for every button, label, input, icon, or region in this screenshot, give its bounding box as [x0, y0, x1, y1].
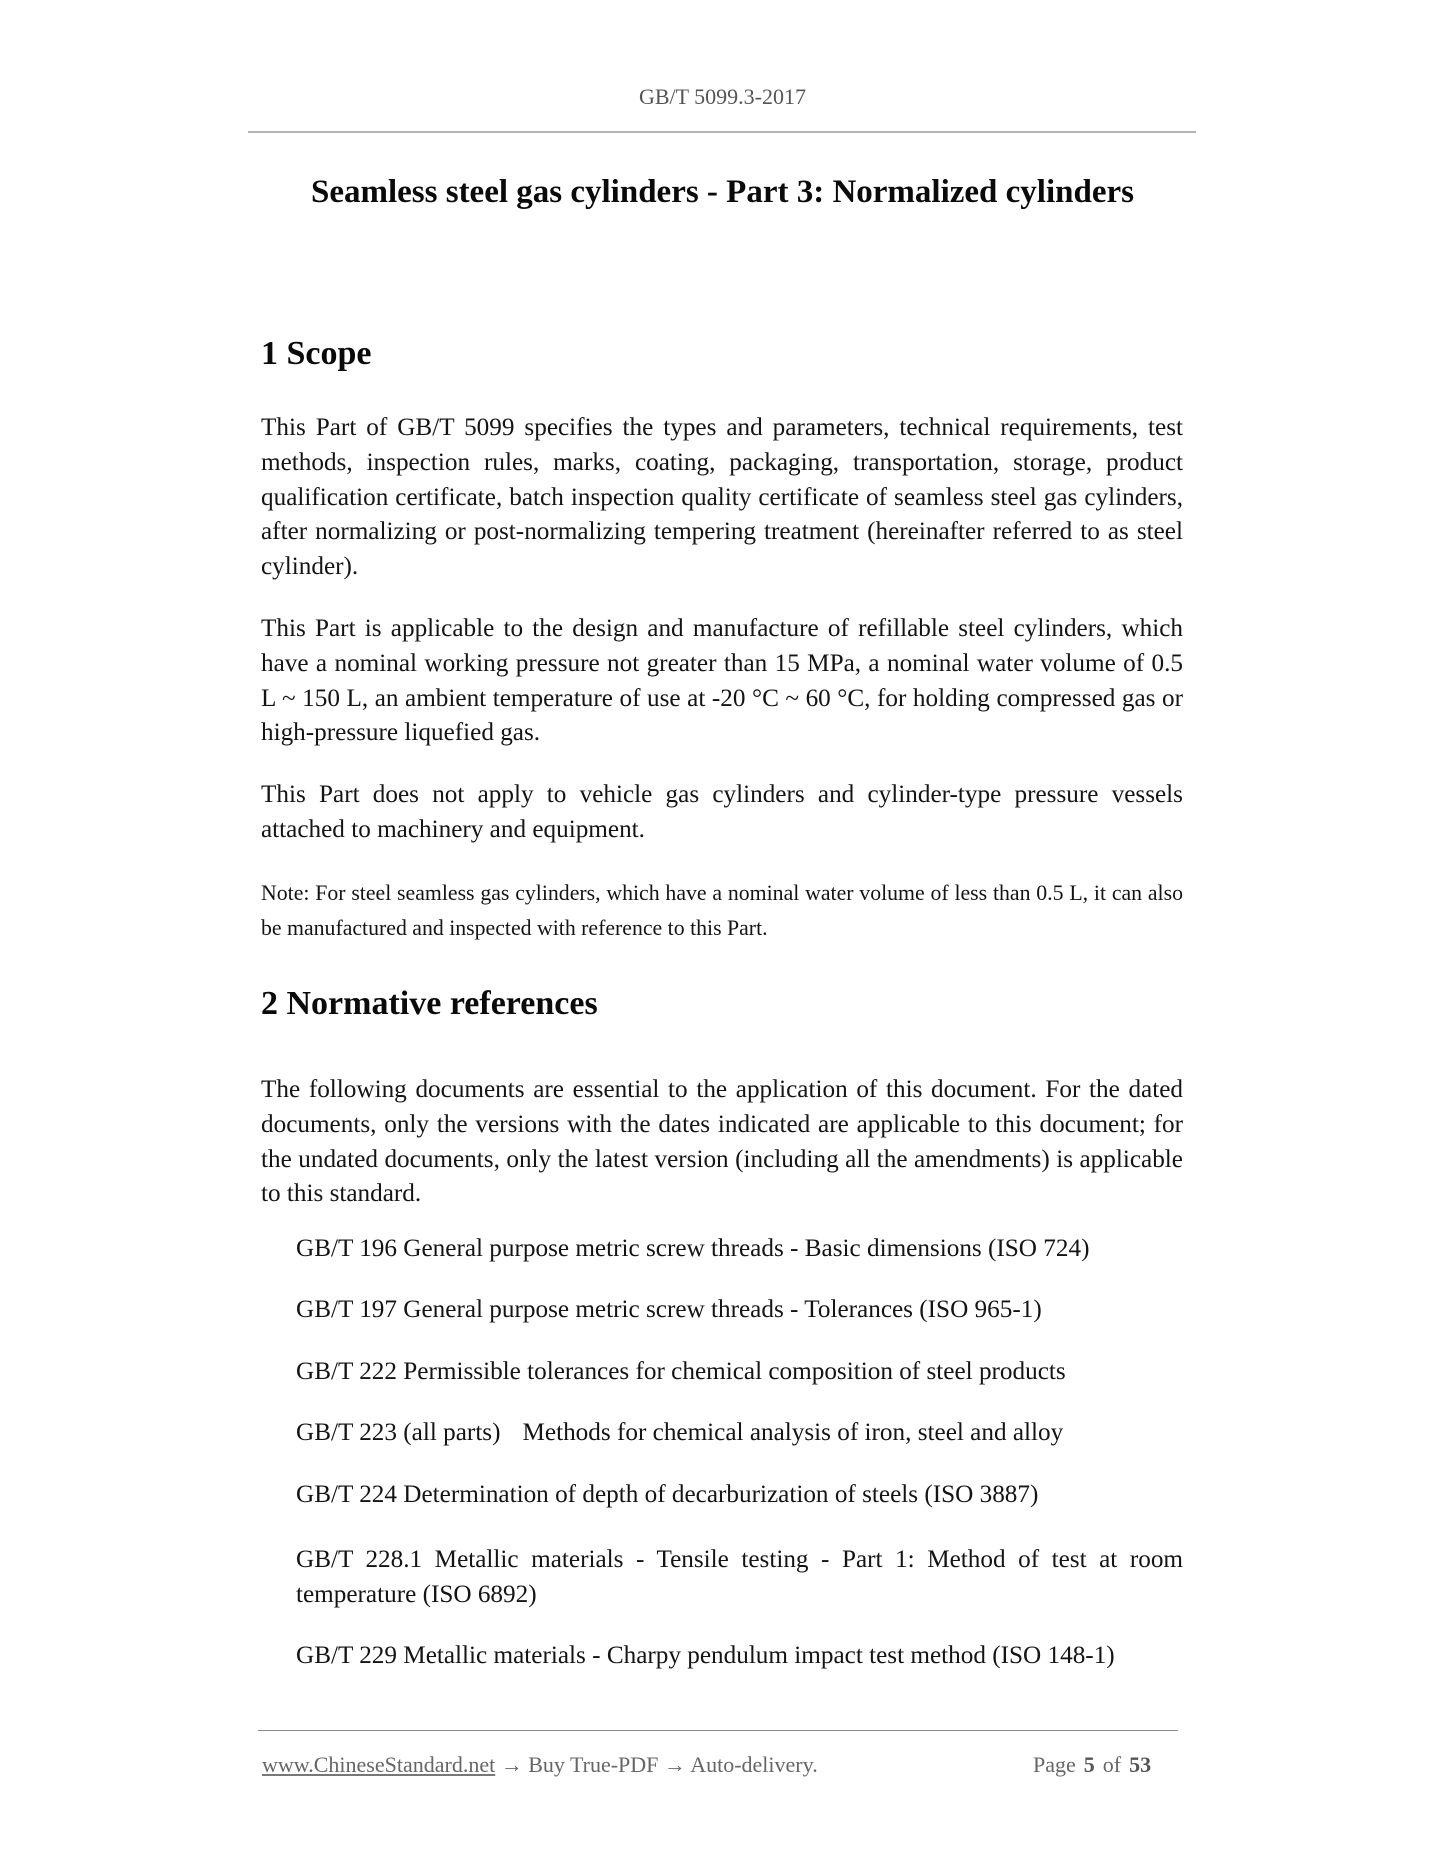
header-divider	[248, 131, 1196, 133]
scope-paragraph-1: This Part of GB/T 5099 specifies the types and parameters, technical requirements, test methods, inspection rules, marks, coating, packaging, transportation, storage, product qualification certificate, batch inspection quality certificate of seamless steel gas cylinders, after normalizing or post-normalizing tempering treatment (hereinafter referred to as steel cylinder).	[261, 414, 1183, 581]
section-heading-normative-references: 2 Normative references	[261, 985, 598, 1022]
page-indicator	[1033, 1752, 1151, 1778]
reference-code: GB/T 222	[296, 1358, 397, 1385]
reference-item	[296, 1293, 1183, 1328]
normative-references-intro: The following documents are essential to the application of this document. For the dated documents, only the versions with the dates indicated are applicable to this document; for the undated documents, only the latest version (including all the amendments) is applicable to this standard.	[261, 1076, 1183, 1208]
reference-code: GB/T 196	[296, 1235, 397, 1262]
reference-title: Determination of depth of decarburization of steels (ISO 3887)	[403, 1481, 1039, 1508]
arrow-right-icon: →	[500, 1752, 523, 1777]
reference-title: Metallic materials - Tensile testing - Part 1: Method of test at room temperature (ISO 6892)	[296, 1546, 1184, 1608]
reference-item	[296, 1355, 1183, 1390]
reference-code: GB/T 223 (all parts)	[296, 1419, 501, 1446]
reference-item	[296, 1543, 1183, 1612]
page-label: Page	[1033, 1752, 1076, 1777]
page-total: 53	[1129, 1752, 1152, 1777]
reference-item	[296, 1639, 1183, 1674]
document-title: Seamless steel gas cylinders - Part 3: Normalized cylinders	[310, 174, 1134, 210]
chinese-standard-link[interactable]: www.ChineseStandard.net	[262, 1752, 496, 1777]
reference-title: Methods for chemical analysis of iron, steel and alloy	[522, 1419, 1064, 1446]
auto-delivery-text: Auto-delivery.	[690, 1752, 818, 1777]
running-header: GB/T 5099.3-2017	[638, 84, 807, 109]
reference-title: General purpose metric screw threads - Tolerances (ISO 965-1)	[403, 1296, 1042, 1323]
reference-code: GB/T 197	[296, 1296, 397, 1323]
scope-note: Note: For steel seamless gas cylinders, which have a nominal water volume of less than 0.5 L, it can also be manufactured and inspected with reference to this Part.	[261, 881, 1183, 940]
scope-paragraph-2: This Part is applicable to the design and manufacture of refillable steel cylinders, which have a nominal working pressure not greater than 15 MPa, a nominal water volume of 0.5 L ~ 150 L, an ambient temperature of use at -20 °C ~ 60 °C, for holding compressed gas or high-pressure liquefied gas.	[261, 615, 1183, 747]
reference-item	[296, 1478, 1183, 1513]
of-label: of	[1102, 1752, 1122, 1777]
reference-code: GB/T 224	[296, 1481, 397, 1508]
footer-promo	[262, 1752, 818, 1778]
arrow-right-icon: →	[663, 1752, 686, 1777]
reference-item	[296, 1232, 1183, 1267]
reference-code: GB/T 228.1	[296, 1546, 423, 1573]
scope-paragraph-3: This Part does not apply to vehicle gas cylinders and cylinder-type pressure vessels attached to machinery and equipment.	[261, 781, 1183, 843]
reference-code: GB/T 229	[296, 1642, 397, 1669]
footer-divider	[258, 1730, 1178, 1731]
reference-title: Metallic materials - Charpy pendulum impact test method (ISO 148-1)	[403, 1642, 1115, 1669]
buy-true-pdf-text: Buy True-PDF	[528, 1752, 659, 1777]
reference-title: Permissible tolerances for chemical composition of steel products	[403, 1358, 1066, 1385]
reference-item	[296, 1416, 1183, 1451]
reference-title: General purpose metric screw threads - Basic dimensions (ISO 724)	[403, 1235, 1090, 1262]
page-current: 5	[1083, 1752, 1095, 1777]
section-heading-scope: 1 Scope	[261, 335, 372, 372]
